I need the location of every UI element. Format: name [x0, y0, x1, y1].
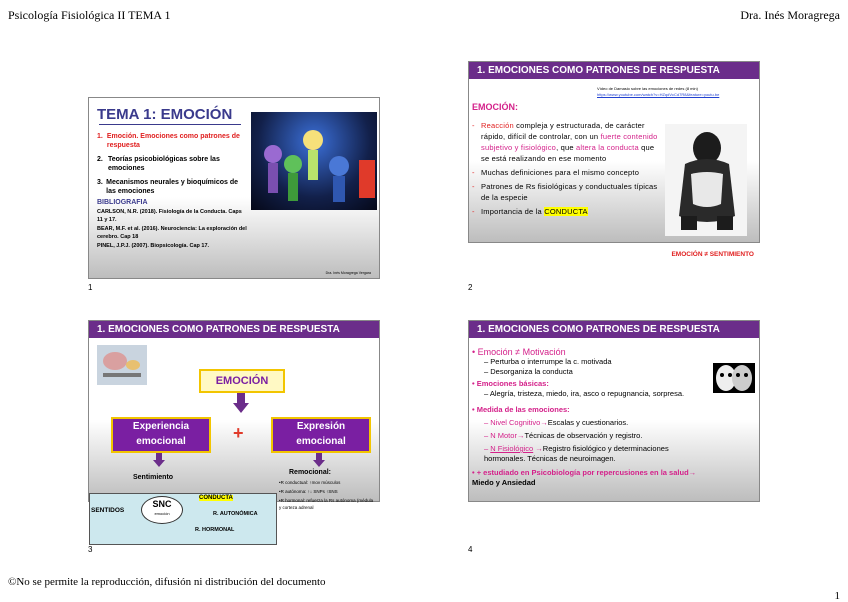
motivacion-sub-2: – Desorganiza la conducta: [484, 367, 573, 376]
slide-4-title: 1. EMOCIONES COMO PATRONES DE RESPUESTA: [469, 321, 759, 338]
arrow-down-expresion: [313, 453, 325, 467]
slide-3-number: 3: [88, 545, 93, 554]
sentimiento-label: Sentimiento: [133, 474, 174, 481]
arrow-down-emocion: [233, 393, 249, 413]
slide-4-content: [472, 347, 707, 488]
topic-item-3: 3. Mecanismos neurales y bioquímicos de las emociones: [97, 179, 239, 195]
response-hormonal: •R hormonal: refuerza la Rs autónoma (médula y corteza adrenal: [279, 498, 374, 510]
r-hormonal-label: R. HORMONAL: [195, 527, 235, 533]
page-number: 1: [834, 590, 840, 602]
biblio-title: BIBLIOGRAFIA: [97, 199, 148, 206]
experiencia-box: Experiencia emocional: [111, 417, 211, 453]
emocion-vs-motivacion: • Emoción ≠ Motivación: [472, 347, 566, 357]
definition-list: [472, 120, 662, 217]
snc-diagram: [89, 493, 277, 545]
response-autonoma: •R autónoma: ↑↓ SNPs ↑SNS: [279, 489, 338, 494]
response-list: [279, 479, 375, 511]
medida-emociones: • Medida de las emociones:: [472, 405, 570, 414]
title-rule: [99, 124, 241, 125]
r-autonomica-label: R. AUTONÓMICA: [213, 511, 258, 517]
topic-item-1: 1. Emoción. Emociones como patrones de respuesta: [97, 133, 240, 149]
conducta-tag: CONDUCTA: [199, 495, 233, 501]
slide-3-title: 1. EMOCIONES COMO PATRONES DE RESPUESTA: [89, 321, 379, 338]
biblio-list: CARLSON, N.R. (2018). Fisiología de la Conducta. Caps 11 y 17. BEAR, M.F. et al. (2016). Neurociencia: La exploración del cerebro. Cap 18 PINEL, J.P.J. (2007). Biopsicología. Cap 17.: [97, 209, 247, 249]
emocion-neq-sentimiento: EMOCIÓN ≠ SENTIMIENTO: [671, 251, 754, 258]
topic-item-2: 2. Teorías psicobiológicas sobre las emociones: [97, 156, 220, 172]
header-left: Psicología Fisiológica II TEMA 1: [8, 8, 171, 22]
header-right: Dra. Inés Moragrega: [740, 8, 840, 22]
psicobiologia-note: • + estudiado en Psicobiología por repercusiones en la salud→ Miedo y Ansiedad: [472, 468, 697, 487]
expresion-box: Expresión emocional: [271, 417, 371, 453]
snc-sub-label: emoción: [154, 511, 170, 516]
snc-ellipse: [141, 496, 183, 524]
medida-fisiologico: – N Fisiológico →Registro fisiológico y determinaciones hormonales. Técnicas de neuroimagen.: [484, 444, 669, 463]
slide-1-credit: Dra. Inés Moragrega Vergara: [325, 271, 371, 275]
response-conductual: •R conductual: ↑mov músculos: [279, 480, 341, 485]
crouching-figure-image: [665, 124, 747, 236]
slide-1-title: TEMA 1: EMOCIÓN: [97, 106, 233, 123]
medida-cognitivo: – Nivel Cognitivo→Escalas y cuestionarios.: [484, 418, 629, 427]
video-link[interactable]: https://www.youtube.com/watch?v=HZqdVcCd7R8&feature=youtu.be: [597, 92, 720, 97]
slide-1[interactable]: [88, 97, 380, 279]
slide-2[interactable]: [468, 61, 760, 258]
slide-4[interactable]: [468, 320, 760, 502]
plus-sign: +: [233, 423, 244, 443]
definition-bullet-3: - Patrones de Rs fisiológicas y conductuales típicas de la especie: [472, 182, 658, 202]
snc-label: SNC: [152, 499, 172, 509]
masks-image: [713, 363, 755, 393]
topic-list: [97, 132, 245, 196]
emocion-box: EMOCIÓN: [199, 369, 285, 393]
slide-2-title: 1. EMOCIONES COMO PATRONES DE RESPUESTA: [469, 62, 759, 79]
brain-scale-image: [97, 345, 147, 385]
slide-3[interactable]: [88, 320, 380, 533]
inside-out-image: [251, 112, 377, 210]
emociones-basicas-list: – Alegría, tristeza, miedo, ira, asco o repugnancia, sorpresa.: [484, 389, 685, 398]
sentidos-label: SENTIDOS: [91, 507, 125, 514]
copyright-notice: ©No se permite la reproducción, difusión ni distribución del documento: [8, 576, 326, 588]
slide-4-number: 4: [468, 545, 473, 554]
definition-bullet-1: - Reacción compleja y estructurada, de carácter rápido, difícil de controlar, con un fuerte contenido subjetivo y fisiológico, que altera la conducta que se está realizando en ese momento: [472, 121, 658, 163]
medida-motor: – N Motor→Técnicas de observación y registro.: [484, 431, 643, 440]
arrow-down-experiencia: [153, 453, 165, 467]
slide-2-number: 2: [468, 283, 473, 292]
emociones-basicas: • Emociones básicas:: [472, 379, 549, 388]
definition-bullet-2: - Muchas definiciones para el mismo concepto: [472, 168, 640, 177]
motivacion-sub-1: – Perturba o interrumpe la c. motivada: [484, 357, 612, 366]
video-note: Vídeo de Damasio sobre las emociones de redes (8 min): [597, 86, 698, 91]
definition-bullet-4: - Importancia de la CONDUCTA: [472, 207, 588, 216]
remocional-label: Remocional:: [289, 469, 332, 476]
slide-1-number: 1: [88, 283, 93, 292]
emocion-label: EMOCIÓN:: [472, 102, 518, 112]
